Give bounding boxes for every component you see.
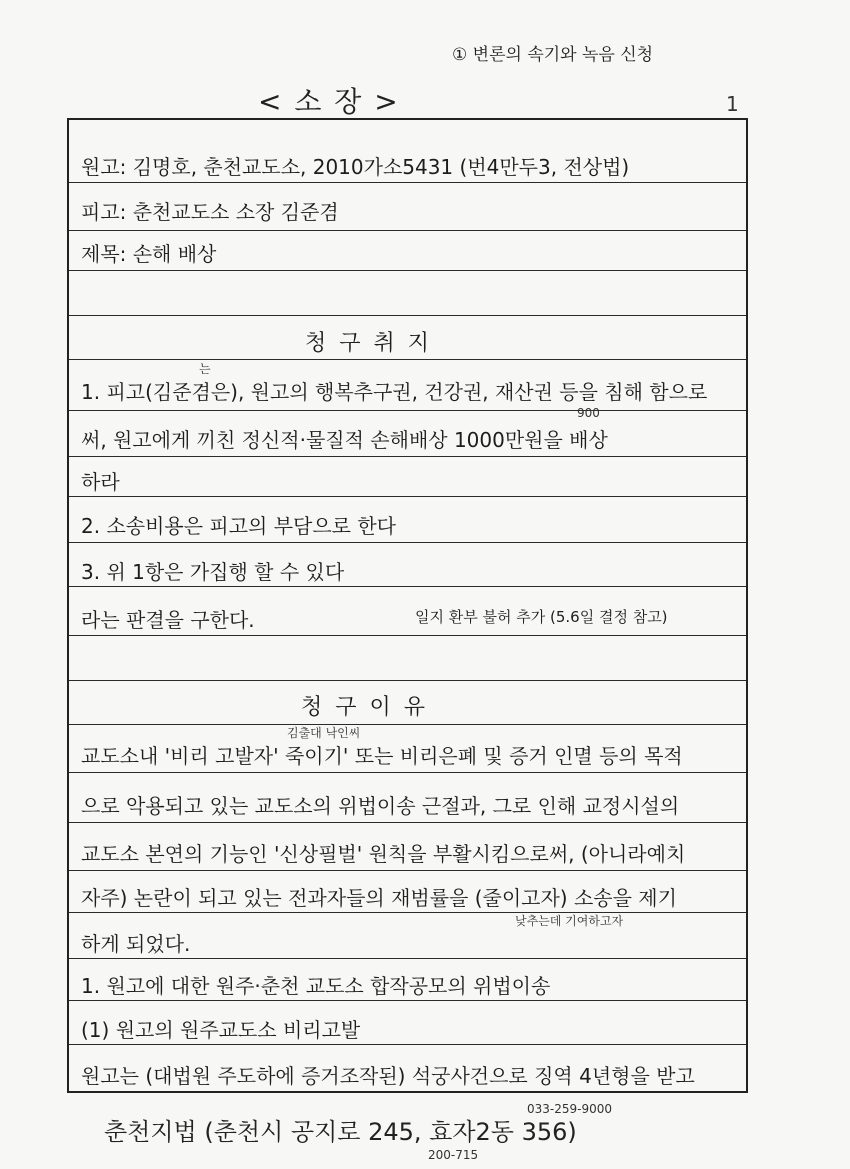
reason-line-8: 원고는 (대법원 주도하에 증거조작된) 석궁사건으로 징역 4년형을 받고: [81, 1064, 695, 1088]
rule-line: [69, 456, 746, 457]
rule-line: [69, 772, 746, 773]
defendant-line: 피고: 춘천교도소 소장 김준겸: [81, 200, 339, 224]
rule-line: [69, 958, 746, 959]
reason-line-6: 1. 원고에 대한 원주·춘천 교도소 합작공모의 위법이송: [81, 974, 551, 998]
reason-line-1: 교도소내 '비리 고발자' 죽이기' 또는 비리은폐 및 증거 인멸 등의 목적: [81, 744, 683, 768]
rule-line: [69, 230, 746, 231]
rule-line: [69, 1000, 746, 1001]
claim-line-5: 3. 위 1항은 가집행 할 수 있다: [81, 560, 345, 584]
reason-heading: 청 구 이 유: [301, 695, 428, 720]
rule-line: [69, 315, 746, 316]
rule-line: [69, 635, 746, 636]
ruled-form: [67, 118, 748, 1093]
rule-line: [69, 680, 746, 681]
claim-heading: 청 구 취 지: [305, 331, 432, 356]
rule-line: [69, 870, 746, 871]
claim-line-6: 라는 판결을 구한다.: [81, 608, 255, 632]
top-note: ① 변론의 속기와 녹음 신청: [452, 45, 654, 65]
rule-line: [69, 724, 746, 725]
rule-line: [69, 912, 746, 913]
phone-number: 033-259-9000: [527, 1102, 613, 1116]
subject-line: 제목: 손해 배상: [81, 242, 217, 266]
rule-line: [69, 182, 746, 183]
claim-line-2: 써, 원고에게 끼친 정신적·물질적 손해배상 1000만원을 배상: [81, 428, 608, 452]
page-number: 1: [726, 92, 739, 116]
zip-code: 200-715: [428, 1148, 479, 1162]
claim-amount-insert: 900: [577, 406, 600, 420]
claim-insert-mark: 는: [199, 362, 211, 376]
reason-insert-mark: 김출대 낙인씨: [287, 726, 361, 740]
claim-line-4: 2. 소송비용은 피고의 부담으로 한다: [81, 514, 396, 538]
rule-line: [69, 586, 746, 587]
rule-line: [69, 542, 746, 543]
rule-line: [69, 359, 746, 360]
reason-line-2: 으로 악용되고 있는 교도소의 위법이송 근절과, 그로 인해 교정시설의: [81, 794, 680, 818]
rule-line: [69, 822, 746, 823]
margin-note: 일지 환부 불허 추가 (5.6일 결정 참고): [415, 608, 668, 626]
rule-line: [69, 270, 746, 271]
rule-line: [69, 1044, 746, 1045]
document-title: < 소 장 >: [258, 85, 400, 118]
claim-line-1: 1. 피고(김준겸은), 원고의 행복추구권, 건강권, 재산권 등을 침해 함으로: [81, 380, 708, 404]
court-address: 춘천지법 (춘천시 공지로 245, 효자2동 356): [104, 1118, 577, 1146]
claim-line-3: 하라: [81, 470, 120, 494]
plaintiff-line: 원고: 김명호, 춘천교도소, 2010가소5431 (번4만두3, 전상법): [81, 155, 630, 179]
rule-line: [69, 410, 746, 411]
rule-line: [69, 496, 746, 497]
reason-line-3: 교도소 본연의 기능인 '신상필벌' 원칙을 부활시킴으로써, (아니라예치: [81, 842, 686, 866]
reason-line-7: (1) 원고의 원주교도소 비리고발: [81, 1018, 361, 1042]
reason-line4-insert: 낮추는데 기여하고자: [515, 914, 624, 928]
reason-line-4: 자주) 논란이 되고 있는 전과자들의 재범률을 (줄이고자) 소송을 제기: [81, 886, 677, 910]
reason-line-5: 하게 되었다.: [81, 932, 191, 956]
